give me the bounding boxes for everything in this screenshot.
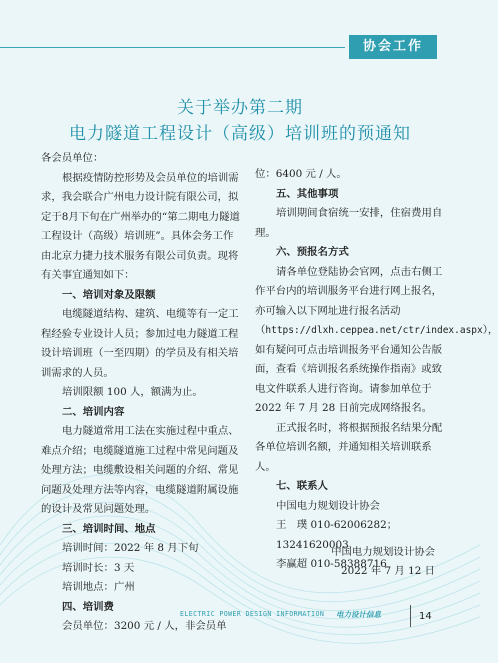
contact-org: 中国电力规划设计协会 <box>276 499 380 512</box>
section-1-body: 电缆隧道结构、建筑、电缆等有一定工程经验专业设计人员；参加过电力隧道工程设计培训班（一至四期）的学员及有相关培训需求的人员。 <box>41 308 239 379</box>
page-number: 14 <box>419 611 432 622</box>
section-1-limit: 培训限额 100 人，额满为止。 <box>62 386 203 398</box>
contact-1: 王 璞 010-62006282；13241620003 <box>276 519 398 551</box>
signature-org: 中国电力规划设计协会 <box>331 546 435 558</box>
header-rule <box>0 47 345 48</box>
section-tag: 协会工作 <box>349 35 437 59</box>
intro-paragraph: 根据疫情防控形势及会员单位的培训需求，我会联合广州电力设计院有限公司，拟定于8月下旬在广州举办的“第二期电力隧道工程设计（高级）培训班”。具体会务工作由北京力捷力技术服务有限公司负责。现将有关事宜通知如下： <box>41 171 240 281</box>
salutation: 各会员单位： <box>41 152 104 164</box>
training-place: 培训地点：广州 <box>62 581 135 593</box>
fee-continued: 位：6400 元 / 人。 <box>255 168 347 180</box>
section-1-heading: 一、培训对象及限额 <box>62 288 156 301</box>
footer-divider <box>410 605 411 627</box>
contact-2: 李赢超 010-58388716 <box>276 558 387 570</box>
title-line-2: 电力隧道工程设计（高级）培训班的预通知 <box>69 124 411 144</box>
section-3-heading: 三、培训时间、地点 <box>62 522 156 535</box>
section-5-body: 培训期间食宿统一安排，住宿费用自理。 <box>255 207 443 239</box>
section-6-heading: 六、预报名方式 <box>276 246 349 258</box>
section-2-heading: 二、培训内容 <box>62 405 125 418</box>
section-6-body <box>255 263 498 419</box>
registration-url[interactable]: https://dlxh.ceppea.net/ctr/index.aspx <box>265 325 483 336</box>
section-6-note: 正式报名时，将根据预报名结果分配各单位培训名额，并通知相关培训联系人。 <box>255 421 443 473</box>
right-column <box>255 165 498 575</box>
fee-text: 会员单位：3200 元 / 人，非会员单 <box>62 620 227 632</box>
section-2-body: 电力隧道常用工法在实施过程中重点、难点介绍；电缆隧道施工过程中常见问题及处理方法；电缆敷设相关问题的介绍、常见问题及处理方法等内容，电缆隧道附属设施的设计及常见问题处理。 <box>41 425 239 515</box>
training-time: 培训时间：2022 年 8 月下旬 <box>62 542 199 554</box>
footer-cn: 电力设计信息 <box>336 610 381 619</box>
title-line-1: 关于举办第二期 <box>177 98 303 118</box>
section-5-heading: 五、其他事项 <box>276 187 339 200</box>
section-7-heading: 七、联系人 <box>276 480 328 492</box>
section-6-body-b: ），如有疑问可点击培训报务平台通知公告版面，查看《培训报名系统操作指南》或致电文件联系人进行咨询。请参加单位于 2022 年 7 月 28 日前完成网络报名。 <box>255 324 498 414</box>
signature-date: 2022 年 7 月 12 日 <box>341 565 435 577</box>
training-duration: 培训时长：3 天 <box>62 561 135 574</box>
section-4-heading: 四、培训费 <box>62 600 114 613</box>
footer-en: ELECTRIC POWER DESIGN INFORMATION <box>180 610 325 618</box>
section-6-body-a: 请各单位登陆协会官网，点击右侧工作平台内的培训服务平台进行网上报名，亦可输入以下网址进行报名活动（ <box>255 265 443 336</box>
